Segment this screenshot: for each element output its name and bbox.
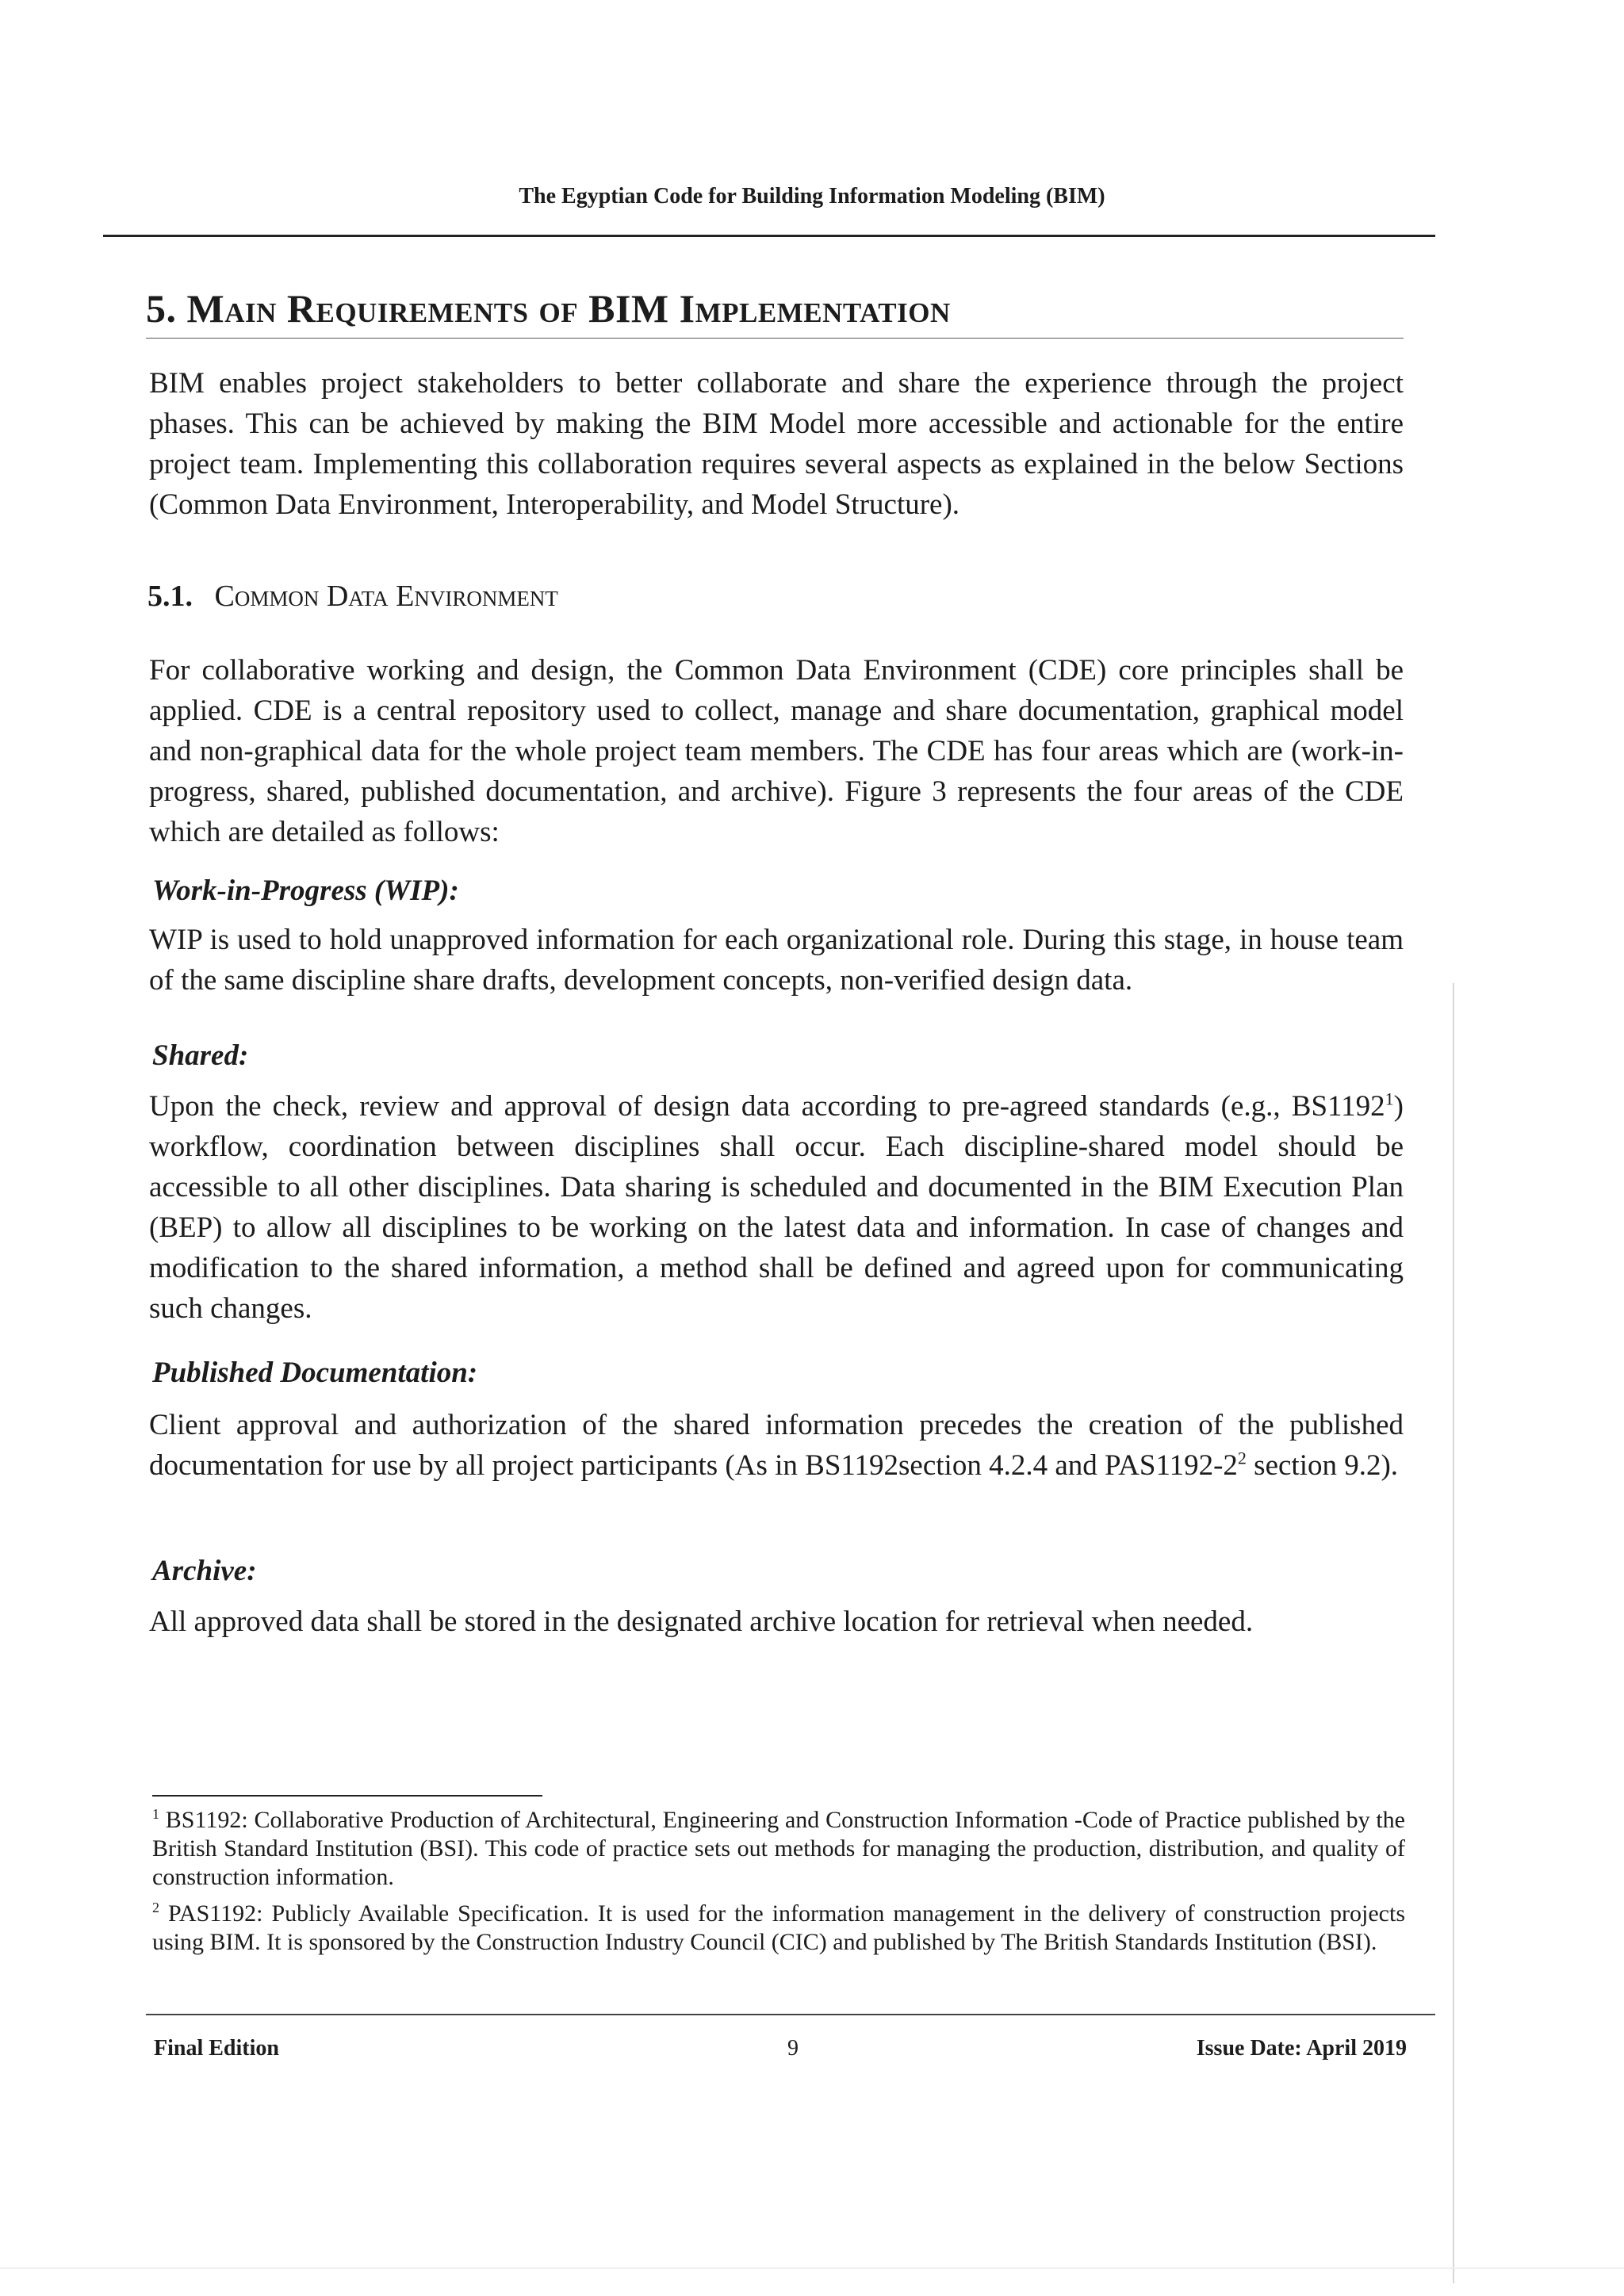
cde-intro-paragraph: For collaborative working and design, the Common Data Environment (CDE) core principles shall be applied. CDE is a central repository used to collect, manage and share documentation, graphical model and non-graphical data for the whole project team members. The CDE has four areas which are (work-in-progress, shared, published documentation, and archive). Figure 3 represents the four areas of the CDE which are detailed as follows: [149, 654, 1404, 848]
section-intro-paragraph: BIM enables project stakeholders to better collaborate and share the experience through the project phases. This can be achieved by making the BIM Model more accessible and actionable for the entire project team. Implementing this collaboration requires several aspects as explained in the below Sections (Common Data Environment, Interoperability, and Model Structure). [149, 367, 1404, 521]
shared-heading: Shared: [152, 1039, 249, 1072]
section-number: 5. [146, 286, 177, 331]
published-text-start: Client approval and authorization of the shared information precedes the creation of the published documentation for use by all project participants (As in BS1192section 4.2.4 and PAS1192-2 [149, 1409, 1404, 1482]
footnote-ref-1[interactable]: 1 [1385, 1089, 1394, 1109]
section-heading [146, 285, 1415, 331]
archive-heading: Archive: [152, 1555, 257, 1587]
published-text-end: section 9.2). [1246, 1449, 1399, 1482]
footnote-separator [152, 1795, 542, 1797]
section-heading-rule [146, 338, 1404, 339]
published-paragraph [149, 1405, 1404, 1486]
section-title: Main Requirements of BIM Implementation [186, 286, 951, 331]
footnote-1 [152, 1806, 1405, 1892]
subsection-title: Common Data Environment [214, 580, 558, 613]
shared-paragraph [149, 1086, 1404, 1329]
archive-paragraph: All approved data shall be stored in the designated archive location for retrieval when needed. [149, 1605, 1254, 1638]
wip-heading: Work-in-Progress (WIP): [152, 874, 459, 907]
footer-rule [146, 2014, 1435, 2015]
shared-text-start: Upon the check, review and approval of design data according to pre-agreed standards (e.g., BS1192 [149, 1090, 1385, 1123]
header-rule [103, 235, 1435, 237]
footnote-2 [152, 1900, 1405, 1957]
footer-page-number: 9 [787, 2036, 799, 2061]
shared-text-end: ) workflow, coordination between disciplines shall occur. Each discipline-shared model should be accessible to all other disciplines. Data sharing is scheduled and documented in the BIM Execution Plan (BEP) to allow all disciplines to be working on the latest data and information. In case of changes and modification to the shared information, a method shall be defined and agreed upon for communicating such changes. [149, 1090, 1404, 1325]
published-heading: Published Documentation: [152, 1357, 478, 1389]
footnote-ref-2[interactable]: 2 [1237, 1448, 1247, 1468]
footnote-mark-2: 2 [152, 1900, 159, 1915]
running-header: The Egyptian Code for Building Information Modeling (BIM) [519, 184, 1105, 209]
footer-issue-date: Issue Date: April 2019 [1196, 2036, 1407, 2061]
footnote-text-1: BS1192: Collaborative Production of Architectural, Engineering and Construction Information -Code of Practice published by the British Standard Institution (BSI). This code of practice sets out methods for managing the production, distribution, and quality of construction information. [152, 1807, 1405, 1890]
wip-paragraph: WIP is used to hold unapproved information for each organizational role. During this stage, in house team of the same discipline share drafts, development concepts, non-verified design data. [149, 924, 1404, 997]
subsection-number: 5.1. [147, 580, 193, 613]
footer-edition: Final Edition [154, 2036, 279, 2061]
scan-margin-line [1453, 983, 1454, 2283]
scan-edge [0, 2267, 1624, 2269]
footnote-mark-1: 1 [152, 1806, 159, 1822]
subsection-heading [147, 579, 1416, 614]
footnote-text-2: PAS1192: Publicly Available Specification. It is used for the information management in the delivery of construction projects using BIM. It is sponsored by the Construction Industry Council (CIC) and published by The British Standards Institution (BSI). [152, 1900, 1405, 1955]
